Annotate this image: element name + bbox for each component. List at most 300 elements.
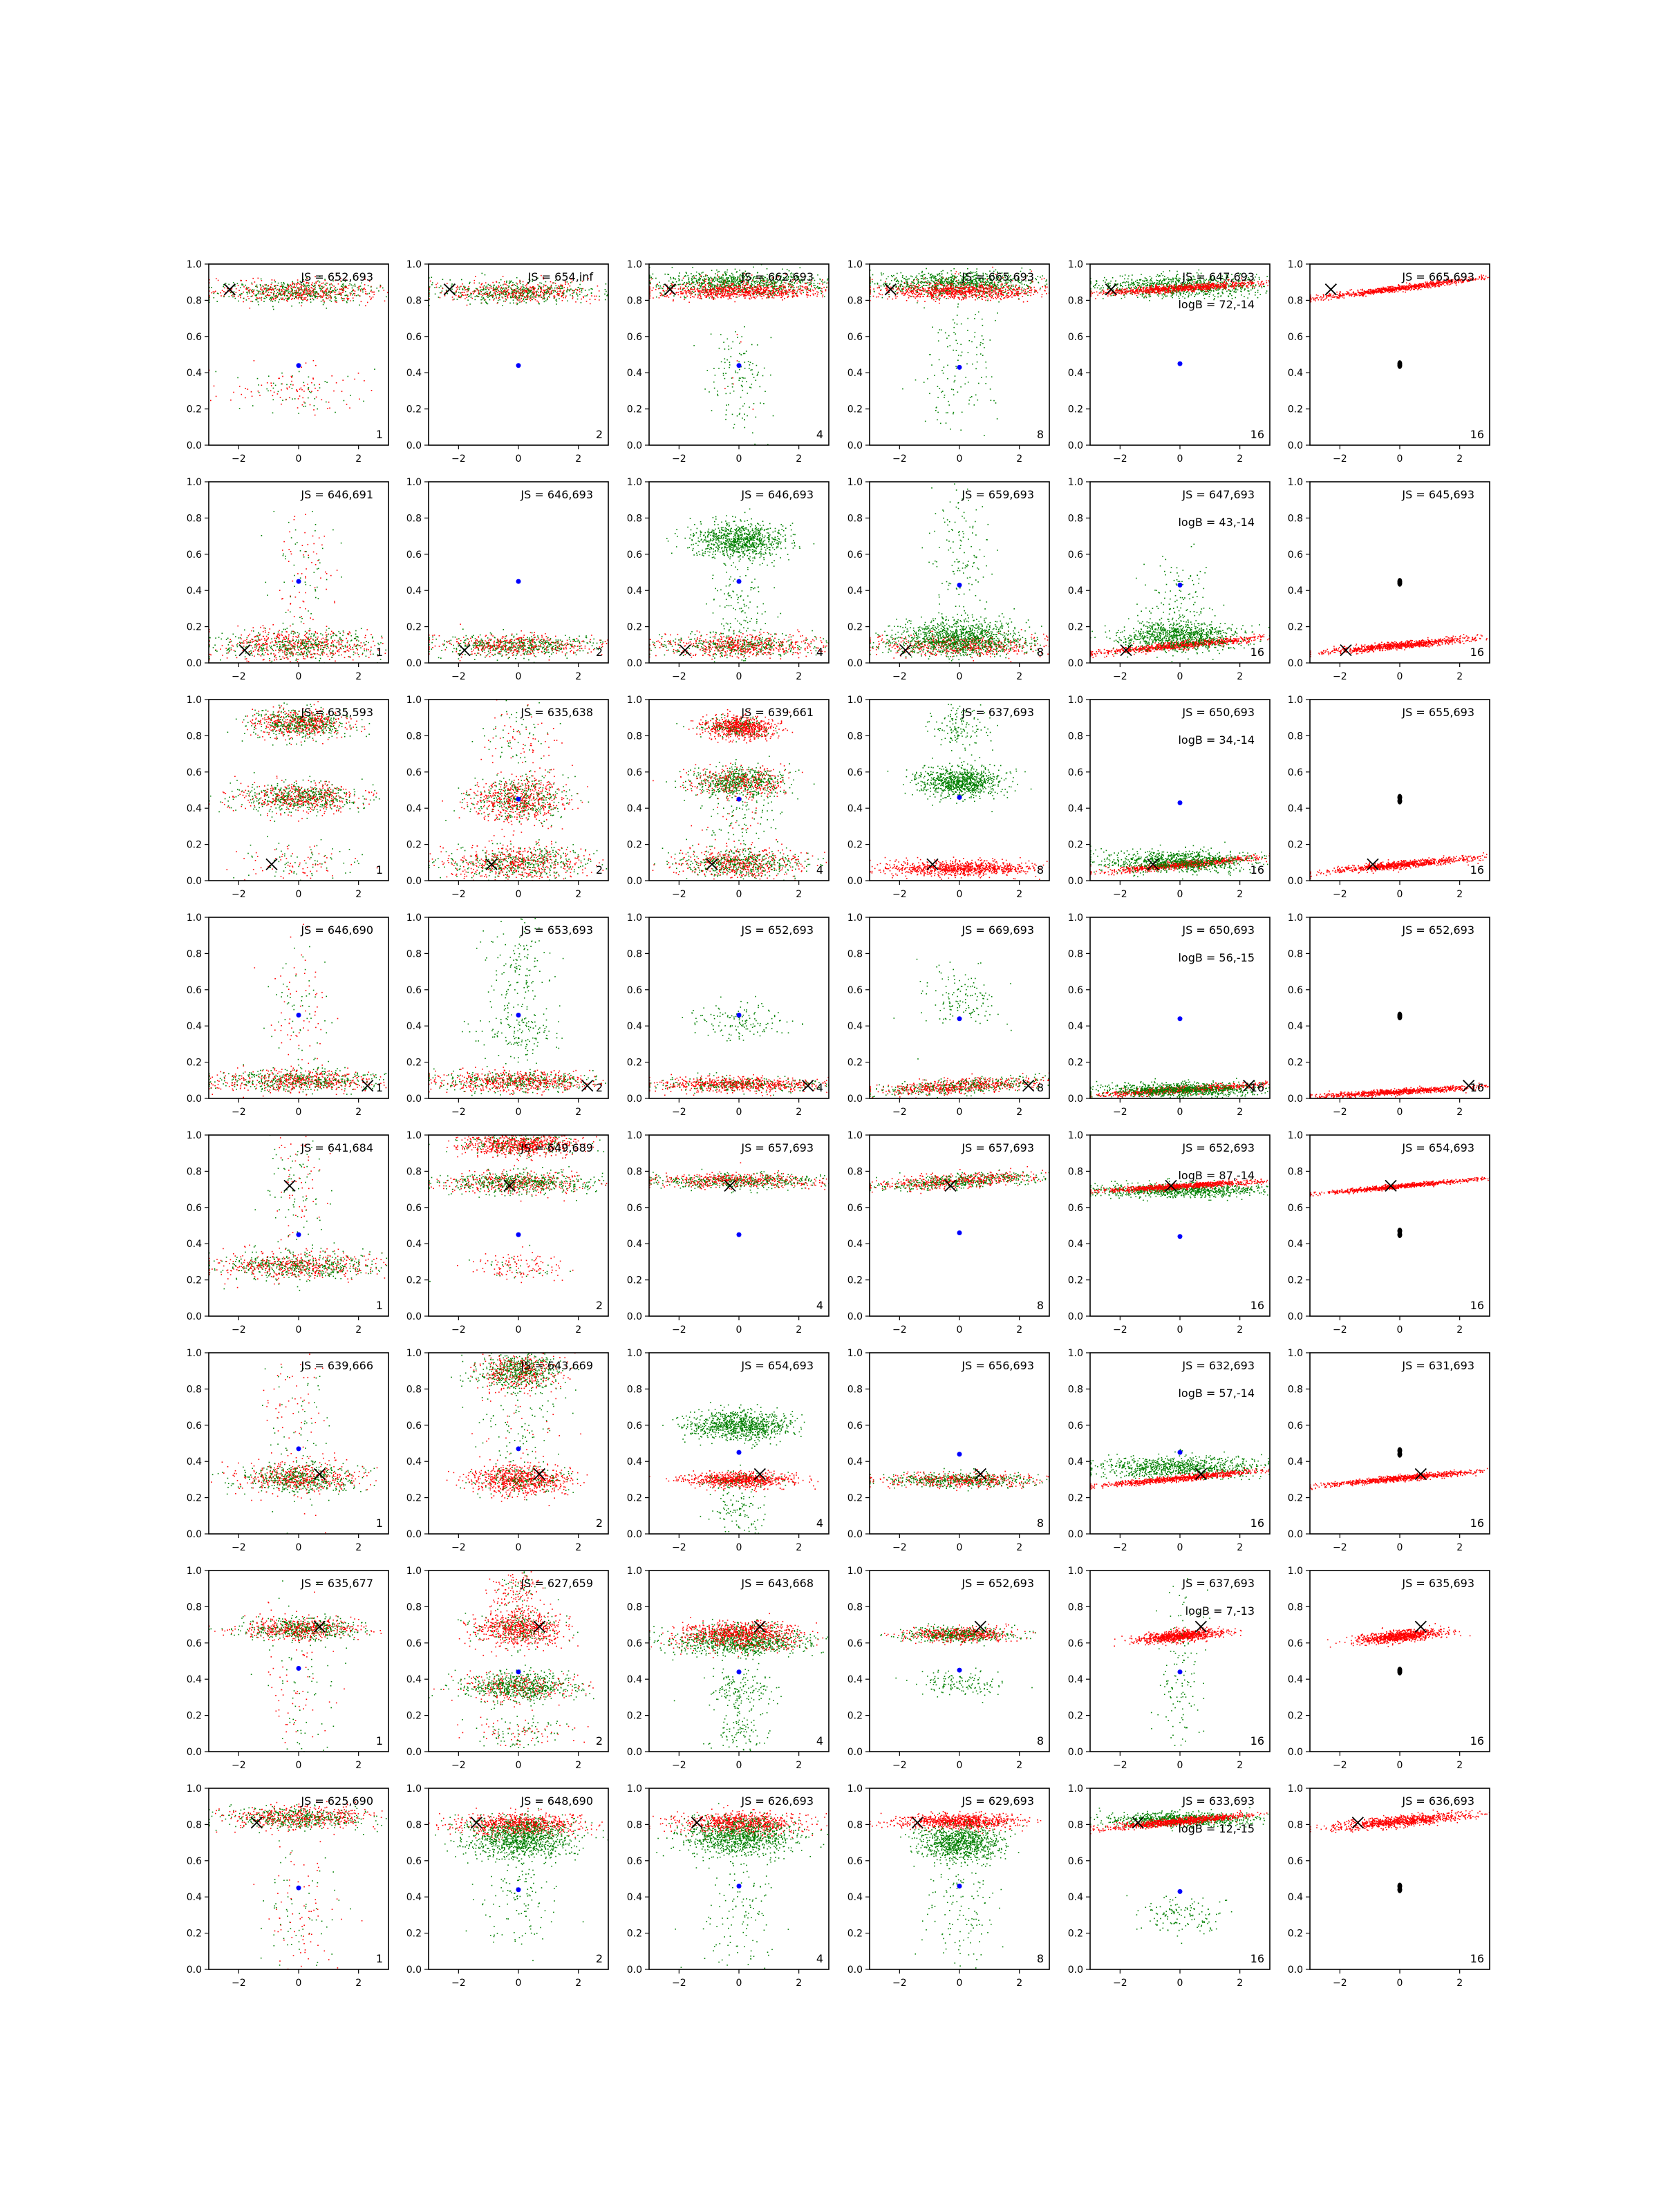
red-point <box>682 284 683 285</box>
green-point <box>700 285 702 287</box>
green-point <box>556 301 558 302</box>
red-point <box>336 382 337 384</box>
red-point <box>530 300 532 301</box>
red-point <box>292 284 294 285</box>
green-point <box>958 280 959 281</box>
green-point <box>266 284 268 285</box>
red-point <box>303 385 305 386</box>
green-point <box>554 297 555 299</box>
red-point <box>552 290 553 291</box>
green-point <box>378 290 379 292</box>
green-point <box>729 364 731 366</box>
red-point <box>694 276 695 278</box>
green-point <box>932 281 933 282</box>
green-point <box>223 286 224 288</box>
red-point <box>765 287 767 288</box>
red-point <box>497 303 498 304</box>
red-point <box>711 293 712 294</box>
red-point <box>274 295 275 297</box>
red-point <box>313 289 315 290</box>
green-point <box>457 299 458 300</box>
red-point <box>677 292 679 293</box>
green-point <box>993 286 995 288</box>
red-point <box>753 291 754 292</box>
green-point <box>591 292 592 294</box>
red-point <box>715 286 717 288</box>
red-point <box>772 293 774 294</box>
green-point <box>435 294 436 295</box>
red-point <box>666 297 667 298</box>
red-point <box>252 295 253 297</box>
green-point <box>944 293 945 294</box>
red-point <box>306 294 308 295</box>
red-point <box>575 289 577 290</box>
red-point <box>361 301 362 303</box>
green-point <box>906 279 908 281</box>
red-point <box>534 298 535 299</box>
green-point <box>286 290 288 292</box>
green-point <box>243 298 245 299</box>
green-point <box>939 278 941 279</box>
red-point <box>737 334 738 335</box>
red-point <box>723 297 724 298</box>
green-point <box>906 279 907 281</box>
red-point <box>276 293 277 294</box>
red-point <box>342 300 344 301</box>
red-point <box>889 297 890 298</box>
green-point <box>525 288 527 290</box>
red-point <box>742 286 743 288</box>
red-point <box>301 290 303 291</box>
green-point <box>977 285 979 286</box>
red-point <box>708 296 709 297</box>
red-point <box>746 291 747 292</box>
green-point <box>299 371 300 373</box>
green-point <box>272 283 273 284</box>
green-point <box>368 285 369 287</box>
green-point <box>350 284 352 285</box>
green-point <box>679 276 680 277</box>
green-point <box>721 277 722 279</box>
red-point <box>735 290 736 291</box>
red-point <box>791 291 792 292</box>
green-point <box>743 353 744 355</box>
red-point <box>724 285 726 287</box>
green-point <box>281 282 282 283</box>
red-point <box>747 283 749 285</box>
red-point <box>496 298 497 299</box>
red-point <box>993 298 994 299</box>
red-point <box>330 291 332 292</box>
red-point <box>933 299 935 301</box>
red-point <box>780 291 781 292</box>
green-point <box>247 293 248 294</box>
red-point <box>695 290 696 292</box>
green-point <box>766 285 767 287</box>
red-point <box>782 289 784 290</box>
red-point <box>331 375 332 377</box>
green-point <box>726 393 727 395</box>
green-point <box>467 288 469 290</box>
green-point <box>483 290 485 291</box>
red-point <box>317 390 319 391</box>
red-point <box>782 299 783 301</box>
green-point <box>555 290 556 292</box>
green-point <box>721 362 722 363</box>
red-point <box>729 290 730 291</box>
green-point <box>730 393 731 394</box>
red-point <box>462 294 463 296</box>
green-point <box>453 299 455 300</box>
green-point <box>684 276 686 277</box>
green-point <box>731 282 732 283</box>
x-tick-label: 0 <box>516 453 522 465</box>
red-point <box>576 292 577 294</box>
red-point <box>335 301 337 303</box>
green-point <box>257 293 259 294</box>
green-point <box>817 283 818 284</box>
green-point <box>735 282 736 283</box>
x-tick-label: −2 <box>672 453 686 465</box>
red-point <box>313 294 315 296</box>
green-point <box>711 334 712 335</box>
green-point <box>913 283 915 284</box>
green-point <box>714 277 715 279</box>
red-point <box>897 292 898 294</box>
green-point <box>274 296 276 297</box>
red-point <box>318 293 319 294</box>
red-point <box>324 294 325 295</box>
green-point <box>312 296 313 297</box>
green-point <box>697 294 699 295</box>
red-point <box>738 286 740 288</box>
green-point <box>315 296 317 297</box>
red-point <box>760 286 762 288</box>
red-point <box>248 291 250 292</box>
red-point <box>258 391 259 392</box>
green-point <box>496 291 497 292</box>
red-point <box>505 290 506 291</box>
red-point <box>554 295 555 297</box>
green-point <box>774 292 776 294</box>
red-point <box>561 284 562 285</box>
green-point <box>291 306 292 307</box>
green-point <box>937 279 939 281</box>
red-point <box>260 293 261 294</box>
green-point <box>487 291 488 292</box>
green-point <box>821 293 822 294</box>
red-point <box>292 298 293 299</box>
red-point <box>512 294 514 296</box>
green-point <box>749 368 750 369</box>
green-point <box>729 362 731 363</box>
green-point <box>556 287 558 288</box>
red-point <box>373 294 375 295</box>
green-point <box>458 292 460 293</box>
green-point <box>659 292 661 294</box>
red-point <box>1000 298 1001 299</box>
green-point <box>498 290 499 291</box>
x-tick-label: 2 <box>575 453 581 465</box>
green-point <box>668 274 670 275</box>
green-point <box>1047 283 1048 285</box>
green-point <box>451 289 453 290</box>
red-point <box>288 287 289 288</box>
green-point <box>442 290 443 292</box>
green-point <box>877 283 879 284</box>
red-point <box>785 290 787 291</box>
red-point <box>1004 297 1006 299</box>
red-point <box>355 293 356 294</box>
js-label: JS = 662,693 <box>740 270 814 283</box>
red-point <box>570 285 571 287</box>
green-point <box>722 275 724 276</box>
red-point <box>784 285 785 287</box>
green-point <box>741 336 742 337</box>
red-point <box>743 296 744 297</box>
red-point <box>507 294 509 296</box>
y-tick-label: 1.0 <box>627 259 642 270</box>
red-point <box>594 296 595 297</box>
green-point <box>1022 287 1023 288</box>
green-point <box>742 386 743 388</box>
green-point <box>604 294 606 295</box>
red-point <box>955 273 956 274</box>
red-point <box>447 283 448 284</box>
red-point <box>709 292 710 293</box>
red-point <box>320 290 321 292</box>
green-point <box>901 288 902 290</box>
red-point <box>284 294 285 295</box>
green-point <box>281 284 283 285</box>
green-point <box>751 387 752 388</box>
red-point <box>371 299 372 301</box>
red-point <box>518 300 519 301</box>
green-point <box>911 281 912 283</box>
red-point <box>802 286 803 288</box>
green-point <box>548 288 550 289</box>
red-point <box>711 282 713 283</box>
y-tick-label: 0.4 <box>187 368 202 379</box>
red-point <box>326 291 327 292</box>
green-point <box>376 288 377 289</box>
red-point <box>371 291 372 292</box>
green-point <box>744 290 746 291</box>
red-point <box>717 283 718 285</box>
green-point <box>738 281 739 283</box>
red-point <box>741 289 742 290</box>
red-point <box>475 276 476 277</box>
red-point <box>274 280 275 281</box>
red-point <box>526 291 527 292</box>
red-point <box>285 400 287 401</box>
green-point <box>826 283 827 284</box>
red-point <box>265 288 266 290</box>
green-point <box>469 283 470 285</box>
green-point <box>297 287 299 288</box>
green-point <box>252 301 254 303</box>
green-point <box>721 284 722 285</box>
green-point <box>737 279 738 280</box>
red-point <box>713 289 715 290</box>
green-point <box>750 370 751 371</box>
red-point <box>771 286 772 288</box>
red-point <box>686 296 688 297</box>
red-point <box>816 296 818 297</box>
red-point <box>590 303 591 305</box>
green-point <box>586 295 588 297</box>
green-point <box>696 281 697 282</box>
red-point <box>1006 295 1008 297</box>
red-point <box>1045 286 1047 288</box>
red-point <box>680 293 682 294</box>
red-point <box>496 289 498 290</box>
red-point <box>740 294 742 296</box>
red-point <box>273 292 274 294</box>
red-point <box>513 290 514 292</box>
red-point <box>272 395 274 397</box>
subplot-r0-c2 <box>627 259 830 465</box>
green-point <box>727 285 728 287</box>
red-point <box>344 290 345 291</box>
green-point <box>921 278 922 279</box>
red-point <box>738 288 739 290</box>
red-point <box>596 296 597 297</box>
green-point <box>355 284 356 285</box>
green-point <box>715 294 716 295</box>
red-point <box>776 294 777 296</box>
red-point <box>754 293 756 294</box>
red-point <box>516 288 517 290</box>
red-point <box>251 290 252 291</box>
green-point <box>577 293 578 294</box>
red-point <box>718 297 719 299</box>
green-point <box>738 290 739 292</box>
red-point <box>275 299 276 300</box>
green-point <box>724 362 726 364</box>
green-point <box>249 292 250 294</box>
red-point <box>316 397 317 398</box>
red-point <box>270 294 271 296</box>
red-point <box>218 280 219 281</box>
green-point <box>953 278 954 279</box>
red-point <box>505 283 507 285</box>
green-point <box>906 290 907 292</box>
green-point <box>451 283 453 285</box>
green-point <box>487 297 489 299</box>
green-point <box>730 276 731 277</box>
red-point <box>668 297 670 298</box>
red-point <box>722 290 723 292</box>
green-point <box>523 287 524 288</box>
red-point <box>689 293 691 294</box>
green-point <box>737 337 738 338</box>
red-point <box>234 296 235 297</box>
green-point <box>332 290 333 292</box>
red-point <box>783 294 785 296</box>
red-point <box>253 292 254 293</box>
green-point <box>344 400 345 402</box>
green-point <box>528 290 529 292</box>
green-point <box>966 283 968 285</box>
red-point <box>767 287 768 288</box>
red-point <box>673 288 674 290</box>
red-point <box>305 299 306 300</box>
green-point <box>910 290 912 291</box>
green-point <box>270 300 272 301</box>
green-point <box>724 368 725 369</box>
red-point <box>666 295 668 297</box>
green-point <box>223 297 225 298</box>
red-point <box>246 288 247 289</box>
green-point <box>308 287 310 288</box>
red-point <box>725 290 727 292</box>
green-point <box>434 287 435 288</box>
green-point <box>709 287 710 288</box>
red-point <box>744 298 746 299</box>
green-point <box>734 284 735 285</box>
green-point <box>883 273 884 274</box>
red-point <box>493 288 494 289</box>
red-point <box>663 290 664 291</box>
red-point <box>243 292 244 293</box>
y-tick-label: 0.6 <box>187 332 202 343</box>
green-point <box>259 290 260 292</box>
green-point <box>442 279 444 281</box>
green-point <box>917 281 919 282</box>
green-point <box>901 272 902 274</box>
green-point <box>515 285 516 286</box>
green-point <box>688 279 690 281</box>
green-point <box>516 291 517 292</box>
green-point <box>259 392 260 393</box>
red-point <box>525 285 526 287</box>
green-point <box>297 292 299 293</box>
green-point <box>266 297 268 299</box>
red-point <box>785 287 786 288</box>
green-point <box>700 279 701 280</box>
red-point <box>700 298 701 299</box>
red-point <box>215 291 216 292</box>
green-point <box>480 299 482 301</box>
green-point <box>730 460 731 461</box>
green-point <box>753 377 755 378</box>
red-point <box>521 301 523 303</box>
green-point <box>933 277 935 279</box>
red-point <box>321 296 322 297</box>
green-point <box>931 279 932 280</box>
green-point <box>502 305 503 306</box>
red-point <box>738 285 740 286</box>
green-point <box>488 284 489 285</box>
green-point <box>689 284 691 285</box>
green-point <box>579 288 581 290</box>
red-point <box>579 291 581 292</box>
green-point <box>528 292 529 294</box>
red-point <box>301 286 302 288</box>
green-point <box>703 294 704 295</box>
red-point <box>796 294 797 296</box>
green-point <box>717 394 718 395</box>
red-point <box>280 286 281 288</box>
red-point <box>822 283 823 285</box>
green-point <box>252 405 254 406</box>
red-point <box>661 294 662 295</box>
green-point <box>763 403 765 404</box>
green-point <box>695 278 697 279</box>
red-point <box>534 292 535 294</box>
red-point <box>480 291 482 292</box>
